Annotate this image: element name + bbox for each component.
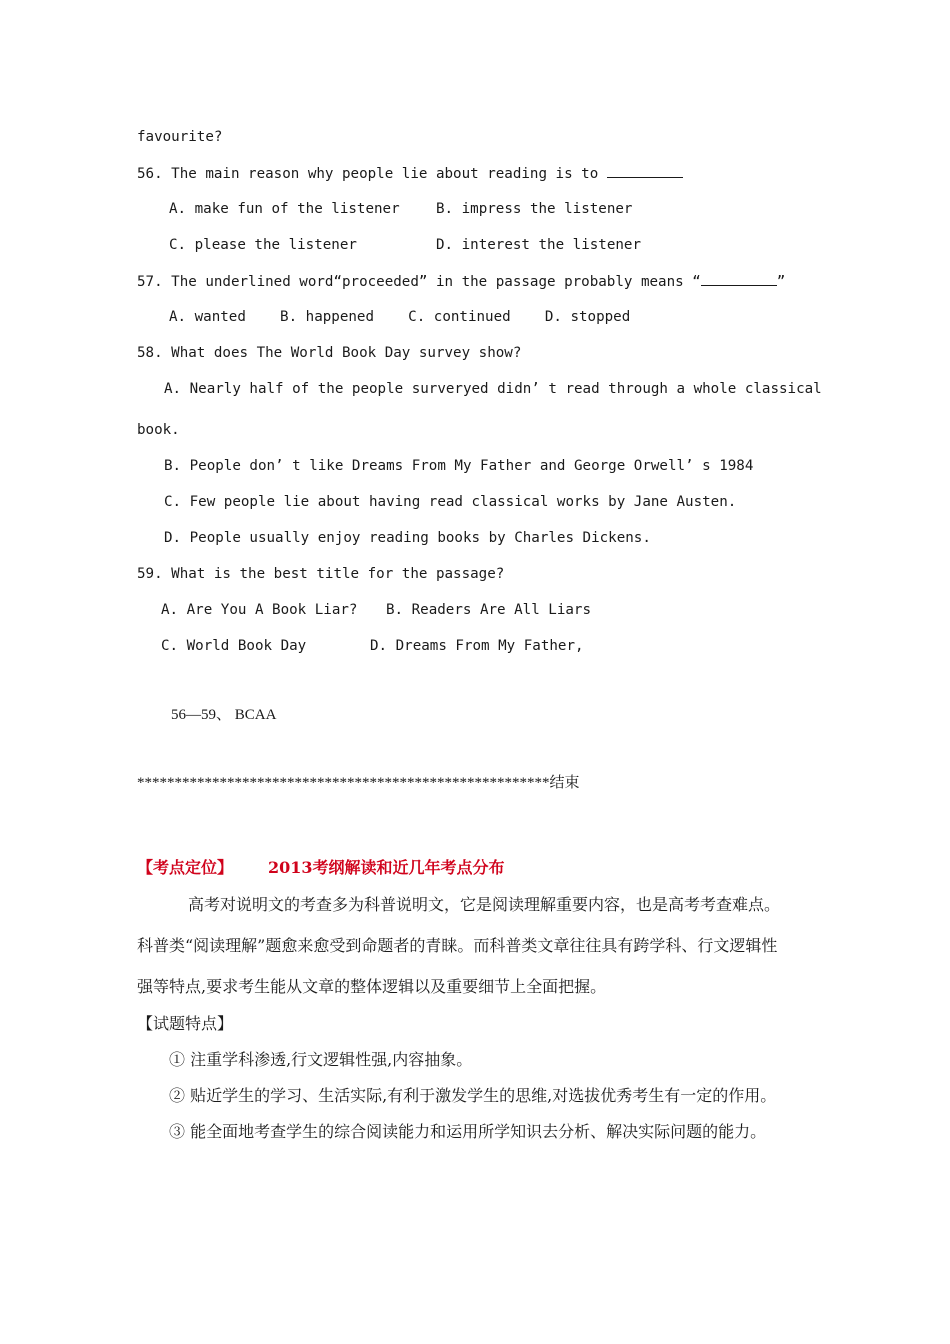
feature-item-2: ② 贴近学生的学习、生活实际,有利于激发学生的思维,对选拔优秀考生有一定的作用。 bbox=[169, 1086, 777, 1105]
question-59-option-a: A. Are You A Book Liar? bbox=[161, 602, 358, 618]
paragraph-line-2: 科普类“阅读理解”题愈来愈受到命题者的青睐。而科普类文章往往具有跨学科、行文逻辑性 bbox=[137, 936, 778, 955]
question-56-stem-text: 56. The main reason why people lie about reading is to bbox=[137, 166, 607, 182]
paragraph-line-3: 强等特点,要求考生能从文章的整体逻辑以及重要细节上全面把握。 bbox=[137, 977, 607, 996]
end-marker: *******************************************************结束 bbox=[137, 775, 580, 791]
question-58-option-d: D. People usually enjoy reading books by Charles Dickens. bbox=[164, 530, 651, 546]
answer-blank bbox=[701, 271, 777, 286]
question-56-option-a: A. make fun of the listener bbox=[169, 201, 400, 217]
question-58-option-c: C. Few people lie about having read classical works by Jane Austen. bbox=[164, 494, 737, 510]
continuation-text: favourite? bbox=[137, 129, 223, 145]
answer-blank bbox=[607, 163, 683, 178]
features-heading: 【试题特点】 bbox=[137, 1014, 234, 1033]
question-57-options: A. wanted B. happened C. continued D. stopped bbox=[169, 309, 631, 325]
question-59-option-c: C. World Book Day bbox=[161, 638, 307, 654]
question-58-option-a-cont: book. bbox=[137, 422, 180, 438]
question-59-option-b: B. Readers Are All Liars bbox=[386, 602, 591, 618]
question-57-stem-text: 57. The underlined word“proceeded” in the passage probably means “ bbox=[137, 274, 701, 290]
section-tag: 【考点定位】 bbox=[137, 858, 234, 877]
question-58-option-a: A. Nearly half of the people surveryed didn’ t read through a whole classical bbox=[164, 381, 822, 397]
question-56-stem bbox=[137, 163, 683, 184]
feature-item-3: ③ 能全面地考查学生的综合阅读能力和运用所学知识去分析、解决实际问题的能力。 bbox=[169, 1122, 767, 1141]
question-57-stem bbox=[137, 271, 785, 292]
feature-item-1: ① 注重学科渗透,行文逻辑性强,内容抽象。 bbox=[169, 1050, 473, 1069]
section-title: 2013考纲解读和近几年考点分布 bbox=[268, 858, 505, 877]
question-56-option-b: B. impress the listener bbox=[436, 201, 633, 217]
question-57-stem-close: ” bbox=[776, 274, 786, 290]
question-58-option-b: B. People don’ t like Dreams From My Father and George Orwell’ s 1984 bbox=[164, 458, 754, 474]
question-56-option-d: D. interest the listener bbox=[436, 237, 641, 253]
answer-key: 56—59、 BCAA bbox=[171, 707, 277, 723]
question-56-option-c: C. please the listener bbox=[169, 237, 357, 253]
question-58-stem: 58. What does The World Book Day survey show? bbox=[137, 345, 522, 361]
paragraph-line-1: 高考对说明文的考查多为科普说明文，它是阅读理解重要内容，也是高考考查难点。 bbox=[188, 895, 781, 914]
question-59-option-d: D. Dreams From My Father, bbox=[370, 638, 584, 654]
question-59-stem: 59. What is the best title for the passage? bbox=[137, 566, 505, 582]
